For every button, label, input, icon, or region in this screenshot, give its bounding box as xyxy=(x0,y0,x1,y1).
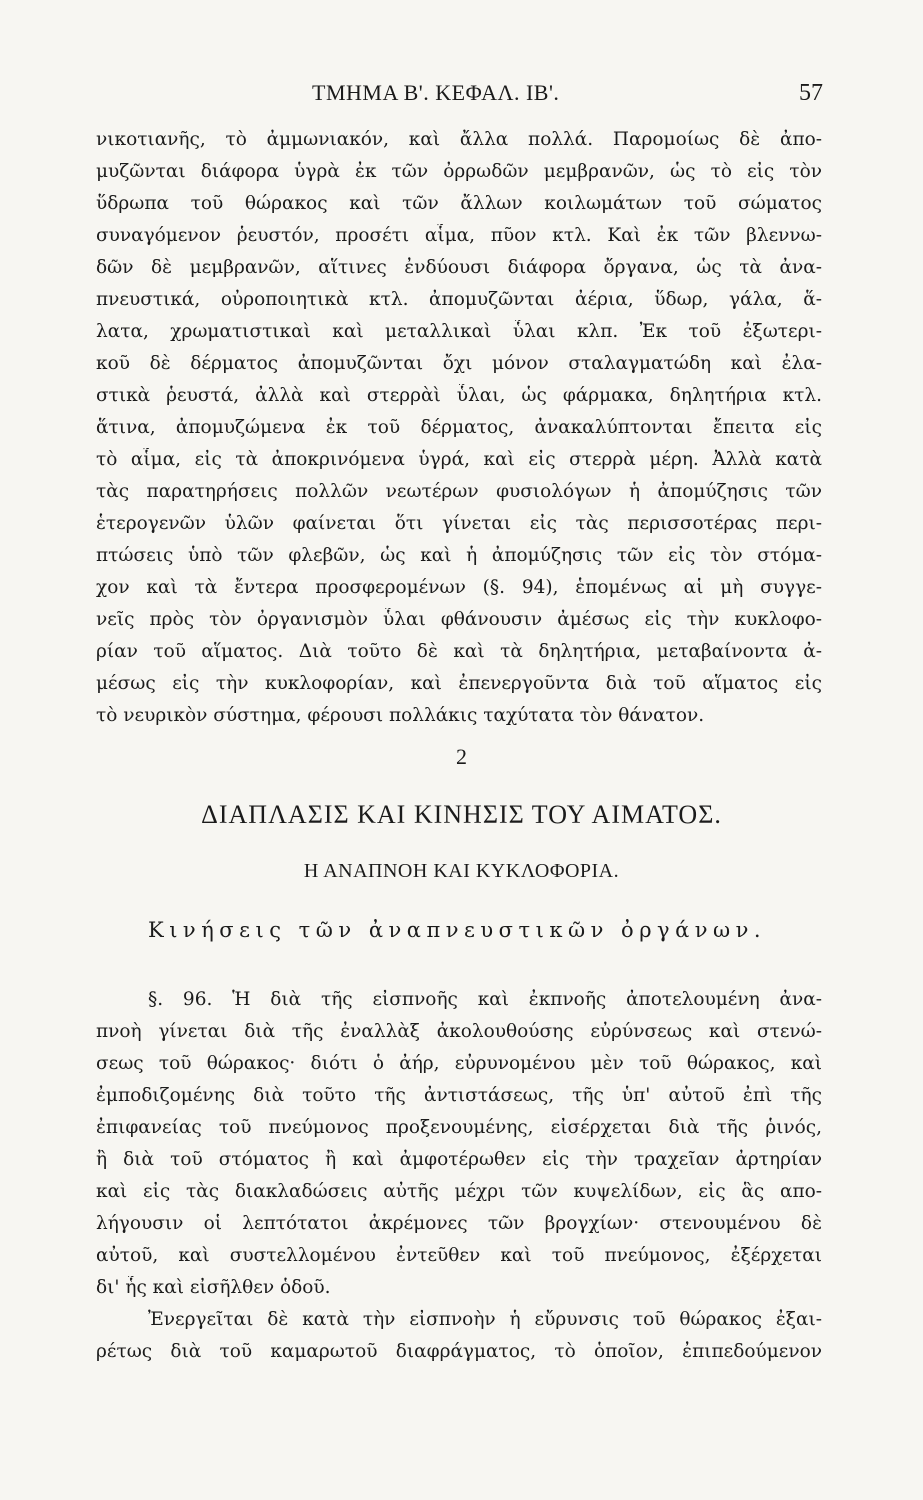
text-line: μυζῶνται διάφορα ὑγρὰ ἐκ τῶν ὀρρωδῶν μεμβρανῶν, ὡς τὸ εἰς τὸν xyxy=(96,161,822,182)
text-line: χον καὶ τὰ ἔντερα προσφερομένων (§. 94), ἑπομένως αἱ μὴ συγγε- xyxy=(96,577,822,598)
text-line: μέσως εἰς τὴν κυκλοφορίαν, καὶ ἐπενεργοῦντα διὰ τοῦ αἵματος εἰς xyxy=(96,673,822,694)
text-line: νικοτιανῆς, τὸ ἀμμωνιακόν, καὶ ἄλλα πολλά. Παρομοίως δὲ ἀπο- xyxy=(96,129,822,150)
text-line: Ἐνεργεῖται δὲ κατὰ τὴν εἰσπνοὴν ἡ εὔρυνσις τοῦ θώρακος ἐξαι- xyxy=(148,1309,822,1330)
text-line: §. 96. Ἡ διὰ τῆς εἰσπνοῆς καὶ ἐκπνοῆς ἀποτελουμένη ἀνα- xyxy=(148,989,822,1010)
text-line: συναγόμενον ῥευστόν, προσέτι αἷμα, πῦον κτλ. Καὶ ἐκ τῶν βλεννω- xyxy=(96,225,822,246)
text-line: πτώσεις ὑπὸ τῶν φλεβῶν, ὡς καὶ ἡ ἀπομύζησις τῶν εἰς τὸν στόμα- xyxy=(96,545,822,566)
text-line: ἐπιφανείας τοῦ πνεύμονος προξενουμένης, εἰσέρχεται διὰ τῆς ῥινός, xyxy=(96,1117,822,1138)
text-line: πνευστικά, οὐροποιητικὰ κτλ. ἀπομυζῶνται ἀέρια, ὕδωρ, γάλα, ἅ- xyxy=(96,289,822,310)
text-line: ἢ διὰ τοῦ στόματος ἢ καὶ ἀμφοτέρωθεν εἰς τὴν τραχεῖαν ἀρτηρίαν xyxy=(96,1149,822,1170)
text-line: ρέτως διὰ τοῦ καμαρωτοῦ διαφράγματος, τὸ ὁποῖον, ἐπιπεδούμενον xyxy=(96,1341,822,1362)
text-line: ἑτερογενῶν ὑλῶν φαίνεται ὅτι γίνεται εἰς τὰς περισσοτέρας περι- xyxy=(96,513,822,534)
page-number: 57 xyxy=(799,80,823,106)
text-line: στικὰ ῥευστά, ἀλλὰ καὶ στερρὰὶ ὗλαι, ὡς φάρμακα, δηλητήρια κτλ. xyxy=(96,385,822,406)
text-line: σεως τοῦ θώρακος· διότι ὁ ἀήρ, εὐρυνομένου μὲν τοῦ θώρακος, καὶ xyxy=(96,1053,822,1074)
text-line: ρίαν τοῦ αἵματος. Διὰ τοῦτο δὲ καὶ τὰ δηλητήρια, μεταβαίνοντα ἀ- xyxy=(96,641,822,662)
text-line: καὶ εἰς τὰς διακλαδώσεις αὐτῆς μέχρι τῶν κυψελίδων, εἰς ἃς απο- xyxy=(96,1181,822,1202)
text-line: τὰς παρατηρήσεις πολλῶν νεωτέρων φυσιολόγων ἡ ἀπομύζησις τῶν xyxy=(96,481,822,502)
text-line: λατα, χρωματιστικαὶ καὶ μεταλλικαὶ ὗλαι κλπ. Ἐκ τοῦ ἐξωτερι- xyxy=(96,321,822,342)
text-line: ἐμποδιζομένης διὰ τοῦτο τῆς ἀντιστάσεως, τῆς ὑπ' αὐτοῦ ἐπὶ τῆς xyxy=(96,1085,822,1106)
text-line: ὕδρωπα τοῦ θώρακος καὶ τῶν ἄλλων κοιλωμάτων τοῦ σώματος xyxy=(96,193,822,214)
text-line: δῶν δὲ μεμβρανῶν, αἵτινες ἐνδύουσι διάφορα ὄργανα, ὡς τὰ ἀνα- xyxy=(96,257,822,278)
text-line: πνοὴ γίνεται διὰ τῆς ἐναλλὰξ ἀκολουθούσης εὐρύνσεως καὶ στενώ- xyxy=(96,1021,822,1042)
text-line: κοῦ δὲ δέρματος ἀπομυζῶνται ὄχι μόνον σταλαγματώδη καὶ ἐλα- xyxy=(96,353,822,374)
running-head: ΤΜΗΜΑ Β'. ΚΕΦΑΛ. ΙΒ'. xyxy=(312,80,560,105)
text-line: τὸ αἷμα, εἰς τὰ ἀποκρινόμενα ὑγρά, καὶ εἰς στερρὰ μέρη. Ἀλλὰ κατὰ xyxy=(96,449,822,470)
section-heading: Κινήσεις τῶν ἀναπνευστικῶν ὀργάνων. xyxy=(148,918,767,942)
text-line: αὐτοῦ, καὶ συστελλομένου ἐντεῦθεν καὶ τοῦ πνεύμονος, ἐξέρχεται xyxy=(96,1245,822,1266)
text-line: ἅτινα, ἀπομυζώμενα ἐκ τοῦ δέρματος, ἀνακαλύπτονται ἔπειτα εἰς xyxy=(96,417,822,438)
chapter-title: ΔΙΑΠΛΑΣΙΣ ΚΑΙ ΚΙΝΗΣΙΣ ΤΟΥ ΑΙΜΑΤΟΣ. xyxy=(201,800,722,829)
text-line: νεῖς πρὸς τὸν ὀργανισμὸν ὗλαι φθάνουσιν ἀμέσως εἰς τὴν κυκλοφο- xyxy=(96,609,822,630)
section-number: 2 xyxy=(456,744,467,769)
text-line: δι' ἧς καὶ εἰσῆλθεν ὁδοῦ. xyxy=(96,1277,331,1298)
text-line: λήγουσιν οἱ λεπτότατοι ἀκρέμονες τῶν βρογχίων· στενουμένου δὲ xyxy=(96,1213,822,1234)
page-header xyxy=(0,80,923,110)
section-subtitle: Η ΑΝΑΠΝΟΗ ΚΑΙ ΚΥΚΛΟΦΟΡΙΑ. xyxy=(303,860,620,882)
text-line: τὸ νευρικὸν σύστημα, φέρουσι πολλάκις ταχύτατα τὸν θάνατον. xyxy=(96,705,705,726)
